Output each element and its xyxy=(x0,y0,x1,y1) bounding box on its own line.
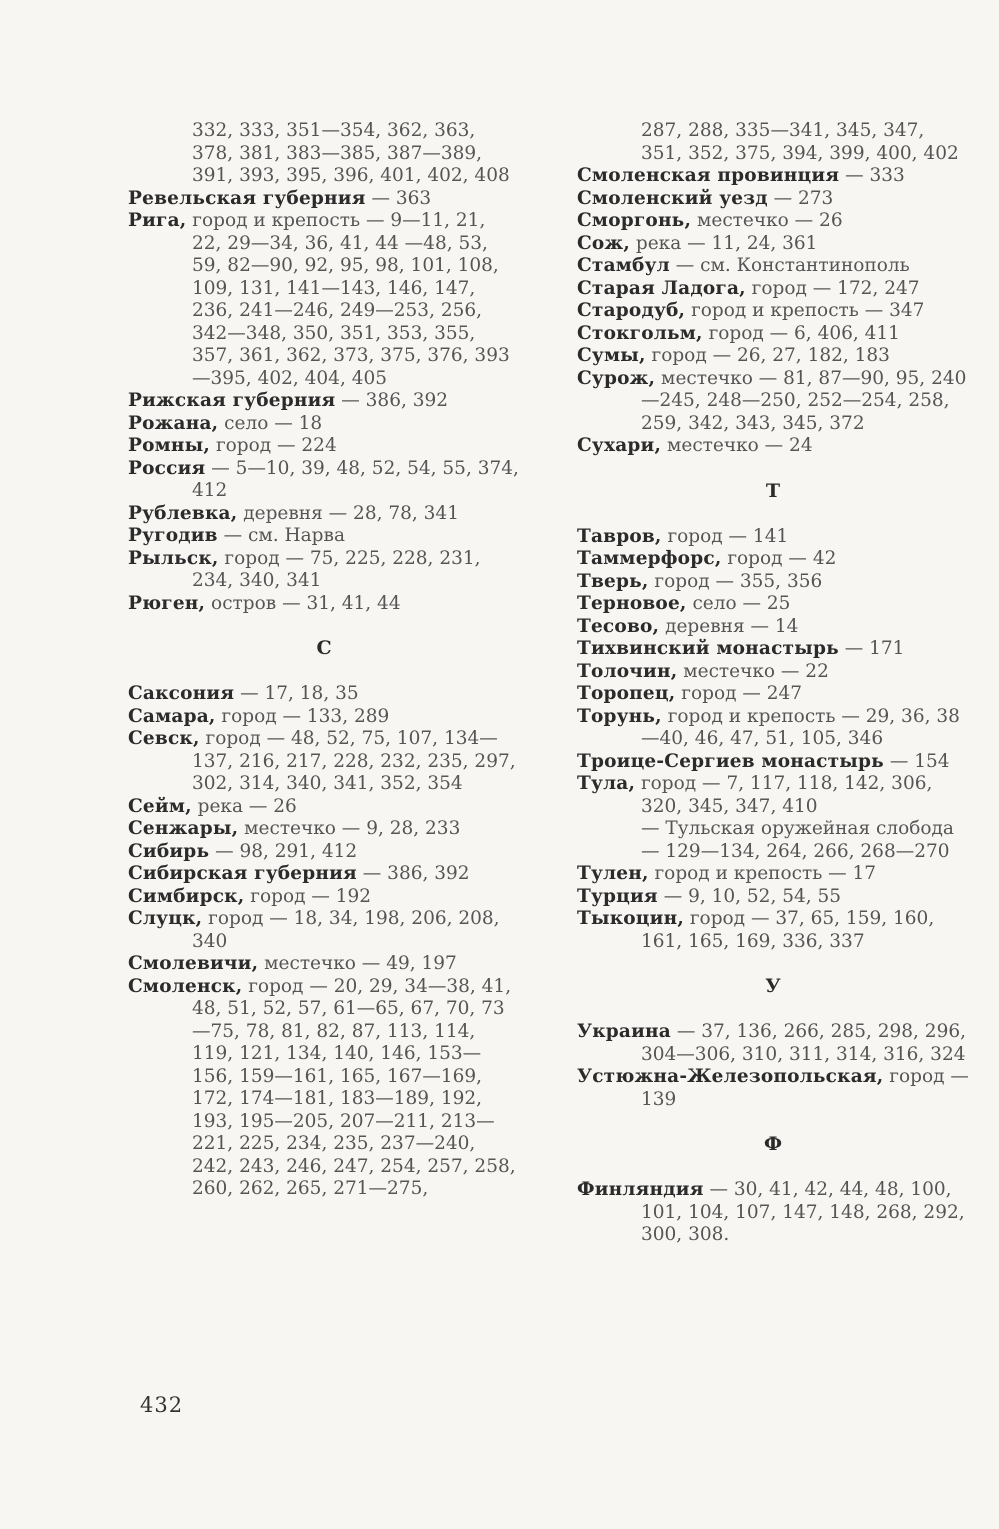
headword: Старая Ладога, xyxy=(577,277,746,299)
headword: Тыкоцин, xyxy=(577,908,684,929)
headword: Рыльск, xyxy=(128,547,219,569)
index-entry xyxy=(577,300,969,323)
index-entry xyxy=(577,188,969,211)
headword: Рожана, xyxy=(128,412,219,434)
headword: Сурож, xyxy=(577,367,656,389)
section-letter: С xyxy=(316,637,332,659)
index-entry xyxy=(128,841,520,864)
index-entry xyxy=(128,525,520,548)
index-entry xyxy=(577,210,969,233)
headword: Слуцк, xyxy=(128,908,203,929)
page-references: — см. Нарва xyxy=(217,525,345,546)
page-references: — 154 xyxy=(883,750,950,772)
page-references: город — 172, 247 xyxy=(745,277,920,299)
headword: Тулен, xyxy=(577,863,649,884)
headword: Терновое, xyxy=(577,593,687,614)
index-entry xyxy=(577,323,969,346)
page-references: остров — 31, 41, 44 xyxy=(205,592,401,614)
page-references: река — 11, 24, 361 xyxy=(630,232,818,254)
headword: Рига, xyxy=(128,210,187,231)
headword: Смоленск, xyxy=(128,975,243,997)
index-entry xyxy=(128,953,520,976)
page-references: город — 42 xyxy=(721,548,837,569)
headword: Тавров, xyxy=(577,525,662,547)
page-references: деревня — 28, 78, 341 xyxy=(237,502,459,524)
index-entry xyxy=(577,368,969,436)
index-entry xyxy=(577,863,969,886)
headword: Тихвинский монастырь xyxy=(577,638,839,659)
index-entry xyxy=(577,683,969,706)
index-entry xyxy=(128,728,520,796)
page-references: город и крепость — 17 xyxy=(648,863,877,884)
index-entry xyxy=(128,886,520,909)
headword: Турция xyxy=(577,885,658,907)
page-references: местечко — 24 xyxy=(661,435,813,456)
index-column-left xyxy=(128,120,520,1201)
page-references: город и крепость — 9—11, 21, 22, 29—34, 36, 41, 44 —48, 53, 59, 82—90, 92, 95, 98, 101, 108, 109, 131, 141—143, 146, 147, 236, 241—246, 249—253, 256, 342—348, 350, 351, 353, 355, 357, 361, 362, 373, 375, 376, 393—395, 402, 404, 405 xyxy=(186,210,510,389)
page-references: город и крепость — 347 xyxy=(685,300,925,321)
index-entry xyxy=(577,233,969,256)
headword: Сож, xyxy=(577,232,630,254)
index-entry xyxy=(577,751,969,774)
headword: Симбирск, xyxy=(128,885,245,907)
index-entry xyxy=(128,683,520,706)
section-letter: У xyxy=(765,975,781,997)
index-entry xyxy=(128,188,520,211)
index-entry xyxy=(577,571,969,594)
headword: Толочин, xyxy=(577,660,678,682)
page-references: 287, 288, 335—341, 345, 347, 351, 352, 375, 394, 399, 400, 402 xyxy=(641,120,959,164)
page-references: город — 37, 65, 159, 160, 161, 165, 169, 336, 337 xyxy=(641,908,935,952)
page-references: — 171 xyxy=(838,638,905,659)
index-entry xyxy=(128,818,520,841)
page-references: город — 133, 289 xyxy=(215,705,390,727)
page-references: — 9, 10, 52, 54, 55 xyxy=(657,885,842,907)
index-entry xyxy=(577,1021,969,1066)
page-references: село — 18 xyxy=(218,412,323,434)
page-references: город — 139 xyxy=(641,1066,969,1110)
headword: Таммерфорс, xyxy=(577,548,722,569)
headword: Смоленский уезд xyxy=(577,187,768,209)
index-column-right xyxy=(577,120,969,1247)
page-references: город — 75, 225, 228, 231, 234, 340, 341 xyxy=(192,547,481,591)
page-references: местечко — 81, 87—90, 95, 240—245, 248—250, 252—254, 258, 259, 342, 343, 345, 372 xyxy=(641,367,967,434)
page-references: деревня — 14 xyxy=(659,615,799,637)
headword: Стамбул xyxy=(577,255,670,276)
index-entry xyxy=(577,616,969,639)
headword: Украина xyxy=(577,1021,671,1042)
headword: Финляндия xyxy=(577,1179,704,1200)
page-references: — 37, 136, 266, 285, 298, 296, 304—306, 310, 311, 314, 316, 324 xyxy=(641,1021,966,1065)
headword: Сибирь xyxy=(128,840,210,862)
page-references: — 273 xyxy=(767,187,834,209)
index-entry xyxy=(577,435,969,458)
page-number: 432 xyxy=(140,1393,184,1417)
index-entry xyxy=(577,255,969,278)
index-entry xyxy=(577,165,969,188)
page-references: город — 247 xyxy=(675,683,803,704)
page-references: река — 26 xyxy=(191,795,297,817)
page-references: город — 6, 406, 411 xyxy=(702,322,900,344)
index-entry xyxy=(577,706,969,751)
index-entry xyxy=(577,886,969,909)
headword: Рублевка, xyxy=(128,502,238,524)
page-references: местечко — 9, 28, 233 xyxy=(238,818,461,839)
page-references: — 98, 291, 412 xyxy=(209,840,358,862)
page-references: — 386, 392 xyxy=(335,390,449,411)
index-entry xyxy=(577,908,969,953)
index-entry xyxy=(577,1066,969,1111)
section-letter: Т xyxy=(765,479,781,502)
section-letter: Ф xyxy=(763,1133,783,1155)
index-entry xyxy=(128,458,520,503)
page-references: город — 48, 52, 75, 107, 134—137, 216, 217, 228, 232, 235, 297, 302, 314, 340, 341, 352, 354 xyxy=(192,728,516,794)
headword: Сухари, xyxy=(577,435,662,456)
page-references: село — 25 xyxy=(686,593,791,614)
headword: Сумы, xyxy=(577,345,646,366)
headword: Торопец, xyxy=(577,683,676,704)
headword: Саксония xyxy=(128,683,235,704)
headword: Сейм, xyxy=(128,795,192,817)
headword: Смолевичи, xyxy=(128,953,259,974)
index-entry xyxy=(128,863,520,886)
index-entry xyxy=(128,976,520,1201)
page-references: — см. Константинополь xyxy=(669,255,910,276)
page-references: город и крепость — 29, 36, 38—40, 46, 47, 51, 105, 346 xyxy=(641,705,960,749)
headword: Смоленская провинция xyxy=(577,165,840,186)
headword: Торунь, xyxy=(577,705,662,727)
page-references: местечко — 26 xyxy=(691,210,843,231)
page-references: — 386, 392 xyxy=(356,863,470,884)
index-entry xyxy=(577,593,969,616)
headword: Ревельская губерния xyxy=(128,187,366,209)
index-entry xyxy=(128,435,520,458)
index-entry xyxy=(577,526,969,549)
index-entry xyxy=(128,413,520,436)
headword: Севск, xyxy=(128,728,200,749)
page-references: местечко — 49, 197 xyxy=(258,953,457,974)
headword: Самара, xyxy=(128,705,216,727)
index-entry xyxy=(577,278,969,301)
page-references: город — 20, 29, 34—38, 41, 48, 51, 52, 57, 61—65, 67, 70, 73—75, 78, 81, 82, 87, 113, 114, 119, 121, 134, 140, 146, 153—156, 159—161, 165, 167—169, 172, 174—181, 183—189, 192, 193, 195—205, 207—211, 213—221, 225, 234, 235, 237—240, 242, 243, 246, 247, 254, 257, 258, 260, 262, 265, 271—275, xyxy=(192,975,516,1199)
index-entry xyxy=(128,706,520,729)
index-entry xyxy=(128,390,520,413)
index-entry xyxy=(577,638,969,661)
page-references: — 333 xyxy=(839,165,905,186)
index-entry xyxy=(128,796,520,819)
index-entry xyxy=(128,503,520,526)
index-entry xyxy=(128,548,520,593)
page-references: — Тульская оружейная слобода — 129—134, 264, 266, 268—270 xyxy=(641,818,954,862)
headword: Сибирская губерния xyxy=(128,863,357,884)
index-entry xyxy=(577,661,969,684)
headword: Рюген, xyxy=(128,592,206,614)
page-references: город — 224 xyxy=(210,435,337,456)
page-references: 332, 333, 351—354, 362, 363, 378, 381, 383—385, 387—389, 391, 393, 395, 396, 401, 402, 408 xyxy=(192,120,510,186)
index-entry xyxy=(577,773,969,818)
headword: Сенжары, xyxy=(128,818,239,839)
index-entry xyxy=(128,210,520,390)
page-references: местечко — 22 xyxy=(677,660,829,682)
index-entry xyxy=(577,345,969,368)
page-references: город — 18, 34, 198, 206, 208, 340 xyxy=(192,908,500,952)
index-entry xyxy=(577,1179,969,1247)
page-references: — 30, 41, 42, 44, 48, 100, 101, 104, 107, 147, 148, 268, 292, 300, 308. xyxy=(641,1179,965,1245)
index-entry xyxy=(577,548,969,571)
headword: Стародуб, xyxy=(577,300,686,321)
headword: Сморгонь, xyxy=(577,210,692,231)
headword: Ромны, xyxy=(128,435,211,456)
index-entry-continuation xyxy=(577,818,969,863)
index-entry xyxy=(128,908,520,953)
index-entry-continuation xyxy=(577,120,969,165)
headword: Рижская губерния xyxy=(128,390,336,411)
page-references: город — 355, 356 xyxy=(648,570,823,592)
index-entry-continuation xyxy=(128,120,520,188)
headword: Тверь, xyxy=(577,570,649,592)
headword: Ругодив xyxy=(128,525,218,546)
page-references: — 363 xyxy=(365,187,432,209)
page-references: город — 7, 117, 118, 142, 306, 320, 345, 347, 410 xyxy=(635,773,933,817)
page-references: город — 192 xyxy=(244,885,372,907)
page-references: — 5—10, 39, 48, 52, 54, 55, 374, 412 xyxy=(192,457,519,501)
headword: Россия xyxy=(128,457,206,479)
page-references: город — 26, 27, 182, 183 xyxy=(645,345,890,366)
headword: Тула, xyxy=(577,773,636,794)
headword: Тесово, xyxy=(577,615,660,637)
headword: Стокгольм, xyxy=(577,322,703,344)
headword: Троице-Сергиев монастырь xyxy=(577,750,884,772)
headword: Устюжна-Железопольская, xyxy=(577,1066,884,1087)
index-entry xyxy=(128,593,520,616)
page-references: город — 141 xyxy=(661,525,789,547)
page-references: — 17, 18, 35 xyxy=(234,683,359,704)
